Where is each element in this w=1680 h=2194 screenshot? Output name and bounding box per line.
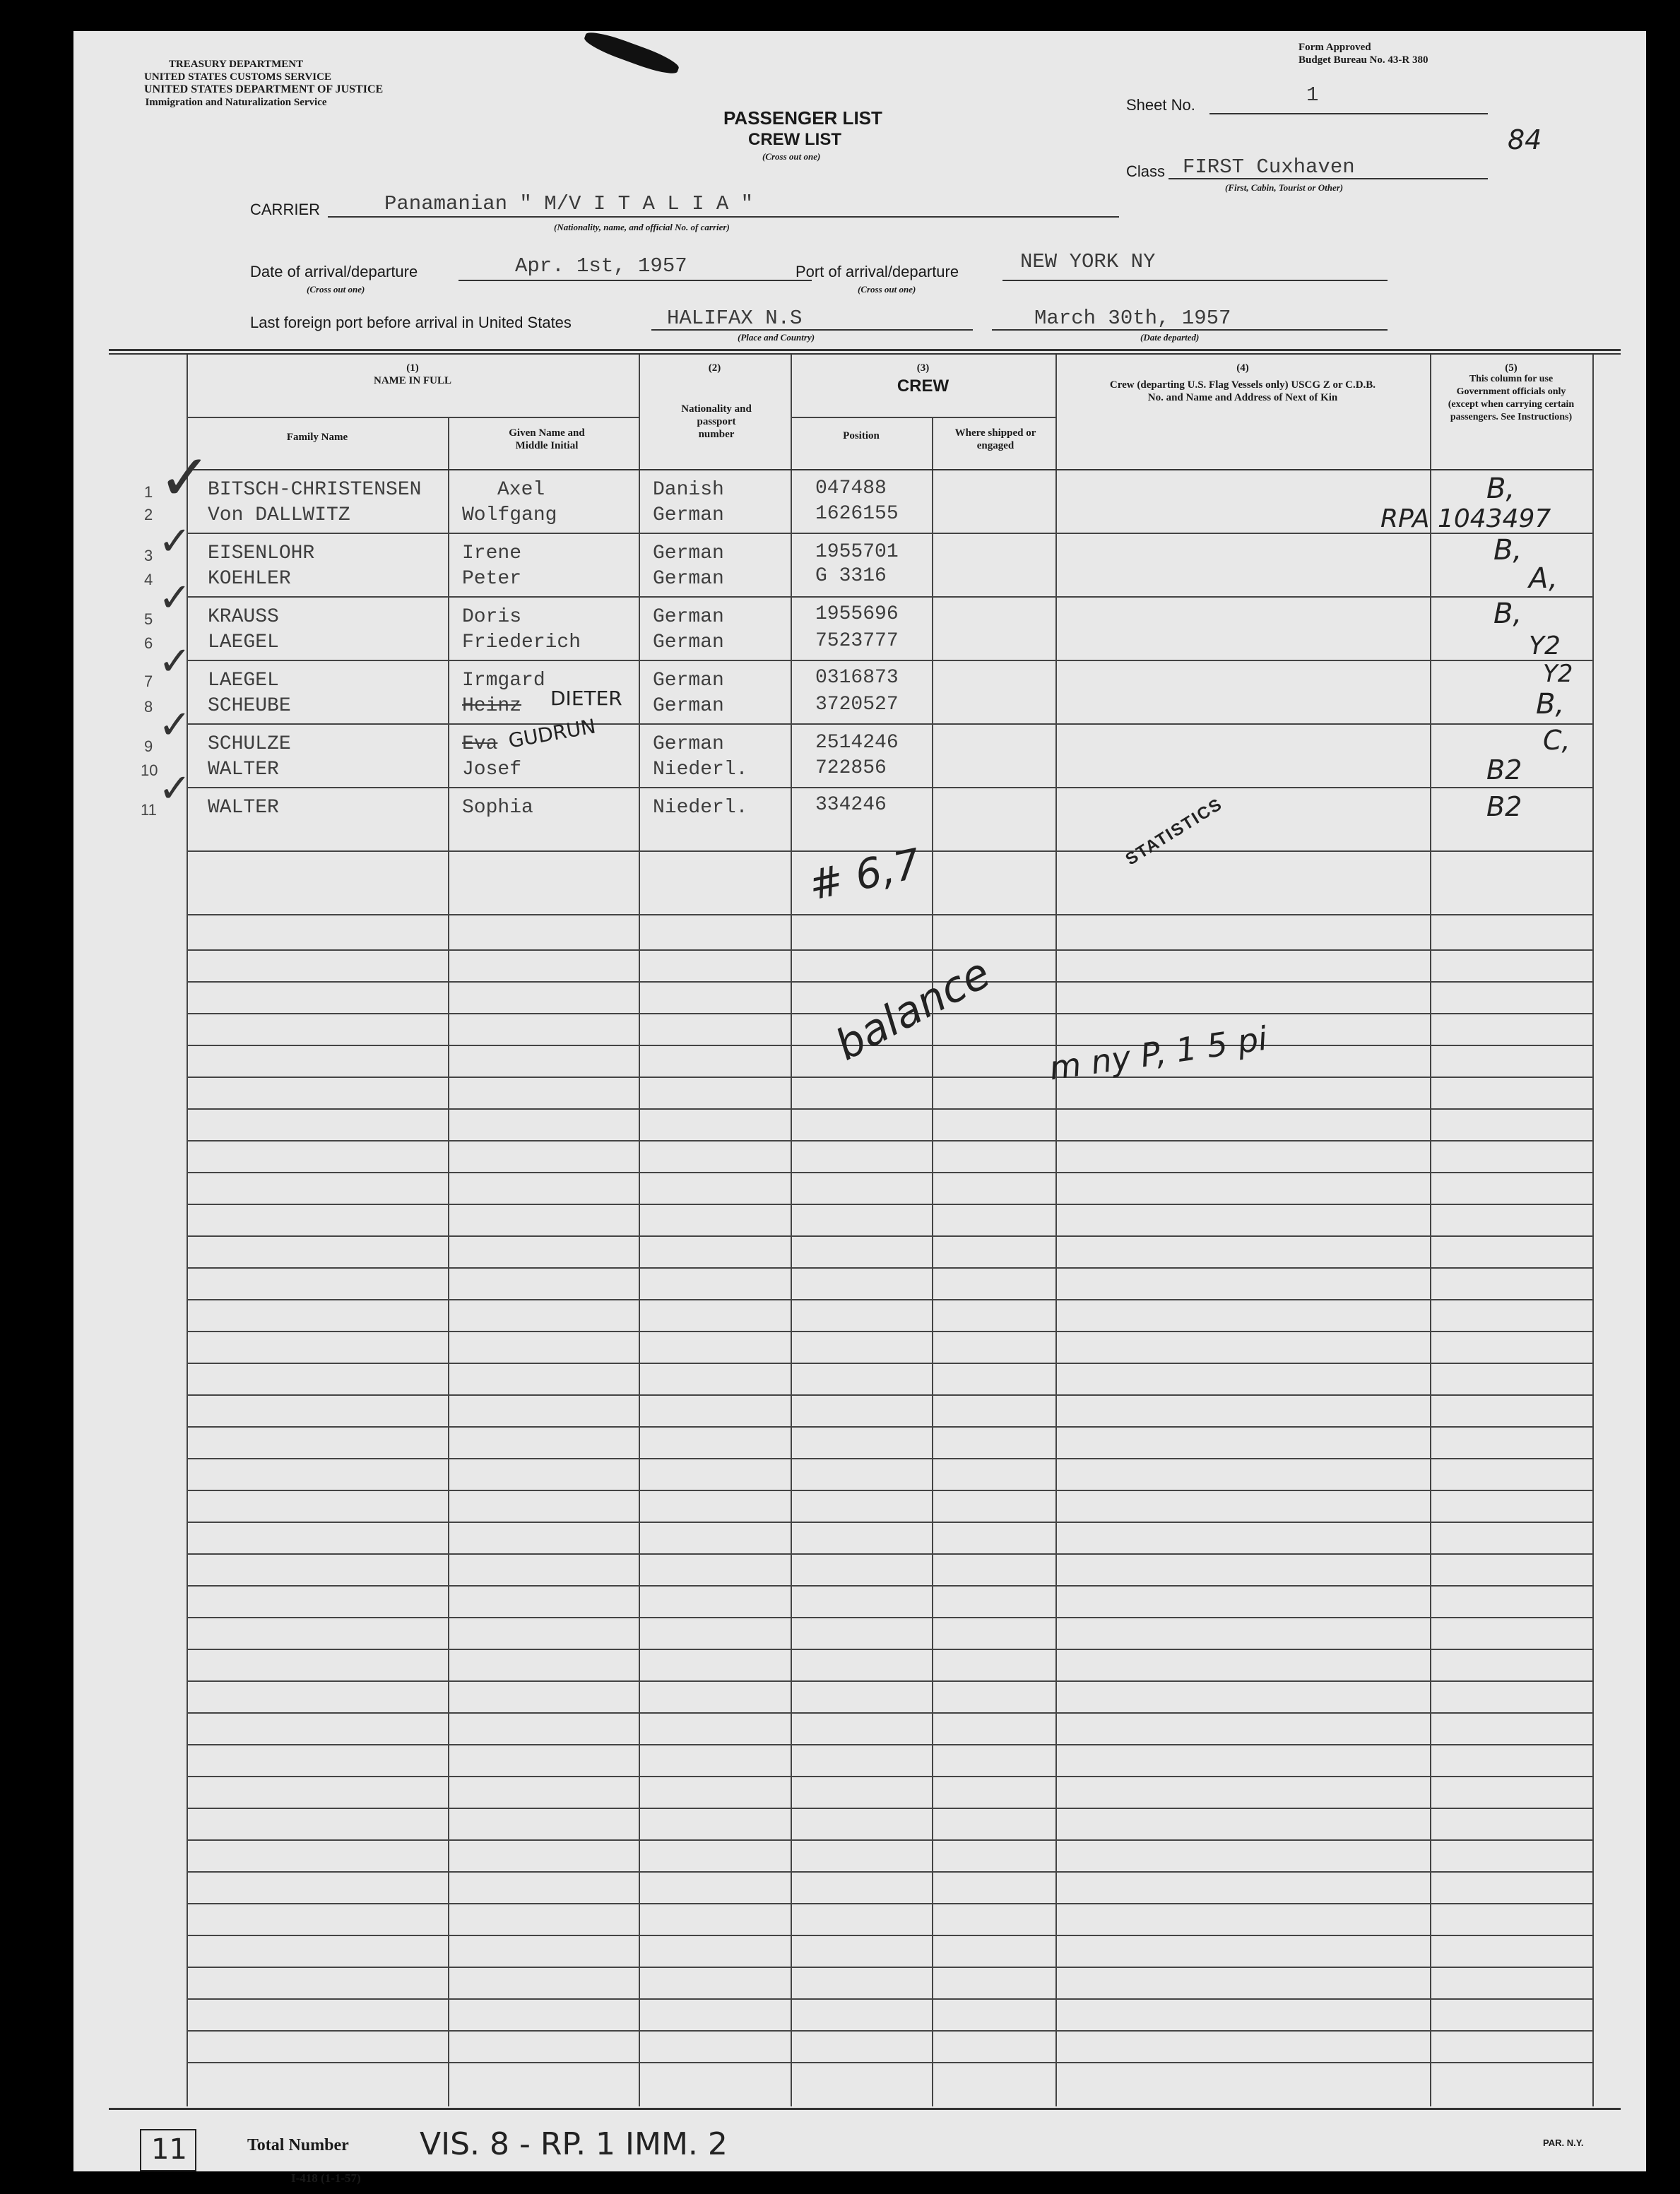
form-id: I-418 (1-1-57)	[291, 2171, 361, 2185]
title-cross-out: (Cross out one)	[762, 151, 821, 162]
nationality: Niederl.	[653, 797, 748, 819]
nationality: German	[653, 504, 724, 526]
family-name: WALTER	[208, 797, 279, 819]
form-approved-line-2: Budget Bureau No. 43-R 380	[1299, 54, 1428, 66]
printer-mark: PAR. N.Y.	[1543, 2137, 1584, 2148]
nationality: German	[653, 670, 724, 692]
passport-number: 1955696	[815, 603, 899, 625]
col3-position: Position	[843, 430, 880, 441]
check-mark-icon: ✓	[158, 575, 191, 621]
col5-num: (5)	[1505, 362, 1518, 374]
family-name: EISENLOHR	[208, 542, 315, 564]
family-name: LAEGEL	[208, 670, 279, 692]
last-port-value: HALIFAX N.S	[667, 307, 803, 330]
passport-number: 7523777	[815, 630, 899, 652]
row-number: 11	[141, 801, 157, 819]
given-name: Sophia	[462, 797, 533, 819]
given-name: Axel	[497, 479, 545, 501]
row-number: 5	[144, 610, 153, 628]
passport-number: 334246	[815, 794, 887, 816]
port-label: Port of arrival/departure	[795, 263, 959, 280]
nationality: German	[653, 631, 724, 653]
form-approved-line-1: Form Approved	[1299, 42, 1371, 53]
family-name: WALTER	[208, 759, 279, 781]
gov-code: B,	[1493, 598, 1522, 630]
form-page	[73, 31, 1646, 2185]
port-value: NEW YORK NY	[1020, 250, 1156, 273]
row-number: 8	[144, 698, 153, 716]
gov-code: B,	[1486, 473, 1515, 505]
passport-number: 3720527	[815, 694, 899, 716]
passport-number: G 3316	[815, 565, 887, 587]
total-label: Total Number	[247, 2136, 349, 2154]
class-label: Class	[1126, 162, 1166, 180]
check-mark-icon: ✓	[158, 518, 191, 564]
nationality: Danish	[653, 479, 724, 501]
agency-line-3: UNITED STATES DEPARTMENT OF JUSTICE	[144, 83, 384, 95]
port-caption: (Cross out one)	[858, 284, 916, 295]
gov-code: RPA 1043497	[1380, 504, 1551, 533]
passport-number: 047488	[815, 478, 887, 499]
family-name: SCHEUBE	[208, 695, 291, 717]
gov-code: B,	[1493, 534, 1522, 567]
row-number: 1	[144, 483, 153, 501]
handwritten-dieter: DIETER	[550, 687, 622, 710]
nationality: German	[653, 606, 724, 628]
handwritten-note-2: balance	[827, 948, 998, 1071]
agency-line-4: Immigration and Naturalization Service	[145, 97, 327, 108]
col3-where: Where shipped or engaged	[954, 427, 1036, 451]
col3-num: (3)	[916, 362, 930, 374]
nationality: German	[653, 695, 724, 717]
row-number: 4	[144, 571, 153, 588]
gov-code: B2	[1486, 791, 1522, 822]
gov-code: Y2	[1529, 631, 1561, 660]
carrier-caption: (Nationality, name, and official No. of carrier)	[554, 222, 730, 232]
family-name: Von DALLWITZ	[208, 504, 350, 526]
gov-code: Y2	[1543, 660, 1573, 688]
check-mark-icon: ✓	[158, 766, 191, 812]
given-name: Peter	[462, 568, 522, 590]
last-port-date-caption: (Date departed)	[1140, 332, 1200, 343]
given-name: Irmgard	[462, 670, 545, 692]
nationality: German	[653, 733, 724, 755]
nationality: German	[653, 542, 724, 564]
col1-family: Family Name	[286, 432, 348, 443]
col2-num: (2)	[708, 362, 721, 374]
handwritten-note-1: # 6,7	[804, 839, 925, 910]
given-name: Friederich	[462, 631, 581, 653]
date-caption: (Cross out one)	[307, 284, 365, 295]
handwritten-note-3: m ny P, 1 5 pi	[1046, 1019, 1270, 1088]
total-box	[140, 2129, 196, 2171]
title-crew-list: CREW LIST	[748, 130, 841, 149]
sheet-label: Sheet No.	[1126, 96, 1195, 114]
carrier-label: CARRIER	[250, 201, 321, 218]
given-name: Eva	[462, 733, 498, 755]
handwritten-gudrun: GUDRUN	[507, 714, 598, 753]
passport-number: 1626155	[815, 503, 899, 525]
check-mark-icon: ✓	[158, 441, 212, 515]
col1-title: NAME IN FULL	[373, 375, 451, 386]
row-number: 2	[144, 506, 153, 523]
col1-given: Given Name and Middle Initial	[509, 427, 585, 451]
gov-code: B,	[1536, 688, 1565, 721]
col4-num: (4)	[1236, 362, 1249, 374]
col4-title: Crew (departing U.S. Flag Vessels only) USCG Z or C.D.B. No. and Name and Address of Next of Kin	[1109, 379, 1376, 403]
passport-number: 1955701	[815, 541, 899, 563]
tear-mark	[582, 28, 681, 78]
passport-number: 722856	[815, 757, 887, 779]
family-name: LAEGEL	[208, 631, 279, 653]
family-name: BITSCH-CHRISTENSEN	[208, 479, 422, 501]
class-caption: (First, Cabin, Tourist or Other)	[1225, 182, 1344, 193]
given-name: Heinz	[462, 695, 522, 717]
row-number: 7	[144, 672, 153, 690]
passport-number: 0316873	[815, 667, 899, 689]
row-number: 10	[141, 761, 158, 779]
handwritten-summary: VIS. 8 - RP. 1 IMM. 2	[420, 2126, 728, 2162]
row-number: 6	[144, 634, 153, 652]
given-name: Doris	[462, 606, 522, 628]
sheet-value: 1	[1306, 83, 1319, 107]
date-label: Date of arrival/departure	[250, 263, 418, 280]
col3-title: CREW	[897, 376, 950, 396]
family-name: KOEHLER	[208, 568, 291, 590]
col1-num: (1)	[406, 362, 419, 374]
carrier-value: Panamanian " M/V I T A L I A "	[384, 192, 754, 215]
given-name: Irene	[462, 542, 522, 564]
form-approved	[1299, 41, 1428, 66]
last-port-date-value: March 30th, 1957	[1034, 307, 1231, 330]
statistics-stamp: STATISTICS	[1122, 794, 1226, 870]
given-name: Wolfgang	[462, 504, 557, 526]
page-number: 84	[1508, 124, 1542, 155]
total-value: 11	[151, 2133, 187, 2166]
nationality: Niederl.	[653, 759, 748, 781]
col2-title: Nationality and passport number	[681, 403, 752, 440]
given-name: Josef	[462, 759, 522, 781]
row-number: 3	[144, 547, 153, 564]
agency-line-1: TREASURY DEPARTMENT	[168, 59, 304, 70]
last-port-label: Last foreign port before arrival in United States	[250, 314, 572, 331]
last-port-caption: (Place and Country)	[738, 332, 815, 343]
agency-line-2: UNITED STATES CUSTOMS SERVICE	[144, 71, 331, 83]
family-name: KRAUSS	[208, 606, 279, 628]
agency-header	[144, 58, 384, 109]
check-mark-icon: ✓	[158, 639, 191, 684]
family-name: SCHULZE	[208, 733, 291, 755]
col1-header	[187, 362, 639, 387]
gov-code: B2	[1486, 754, 1522, 785]
class-value: FIRST Cuxhaven	[1183, 155, 1355, 179]
check-mark-icon: ✓	[158, 702, 191, 748]
nationality: German	[653, 568, 724, 590]
gov-code: A,	[1529, 562, 1558, 595]
title-passenger-list: PASSENGER LIST	[723, 107, 882, 129]
col5-title: This column for use Government officials only (except when carrying certain passengers. See Instructions)	[1448, 374, 1575, 422]
gov-code: C,	[1543, 725, 1570, 756]
row-number: 9	[144, 737, 153, 755]
date-value: Apr. 1st, 1957	[515, 254, 687, 278]
passport-number: 2514246	[815, 732, 899, 754]
